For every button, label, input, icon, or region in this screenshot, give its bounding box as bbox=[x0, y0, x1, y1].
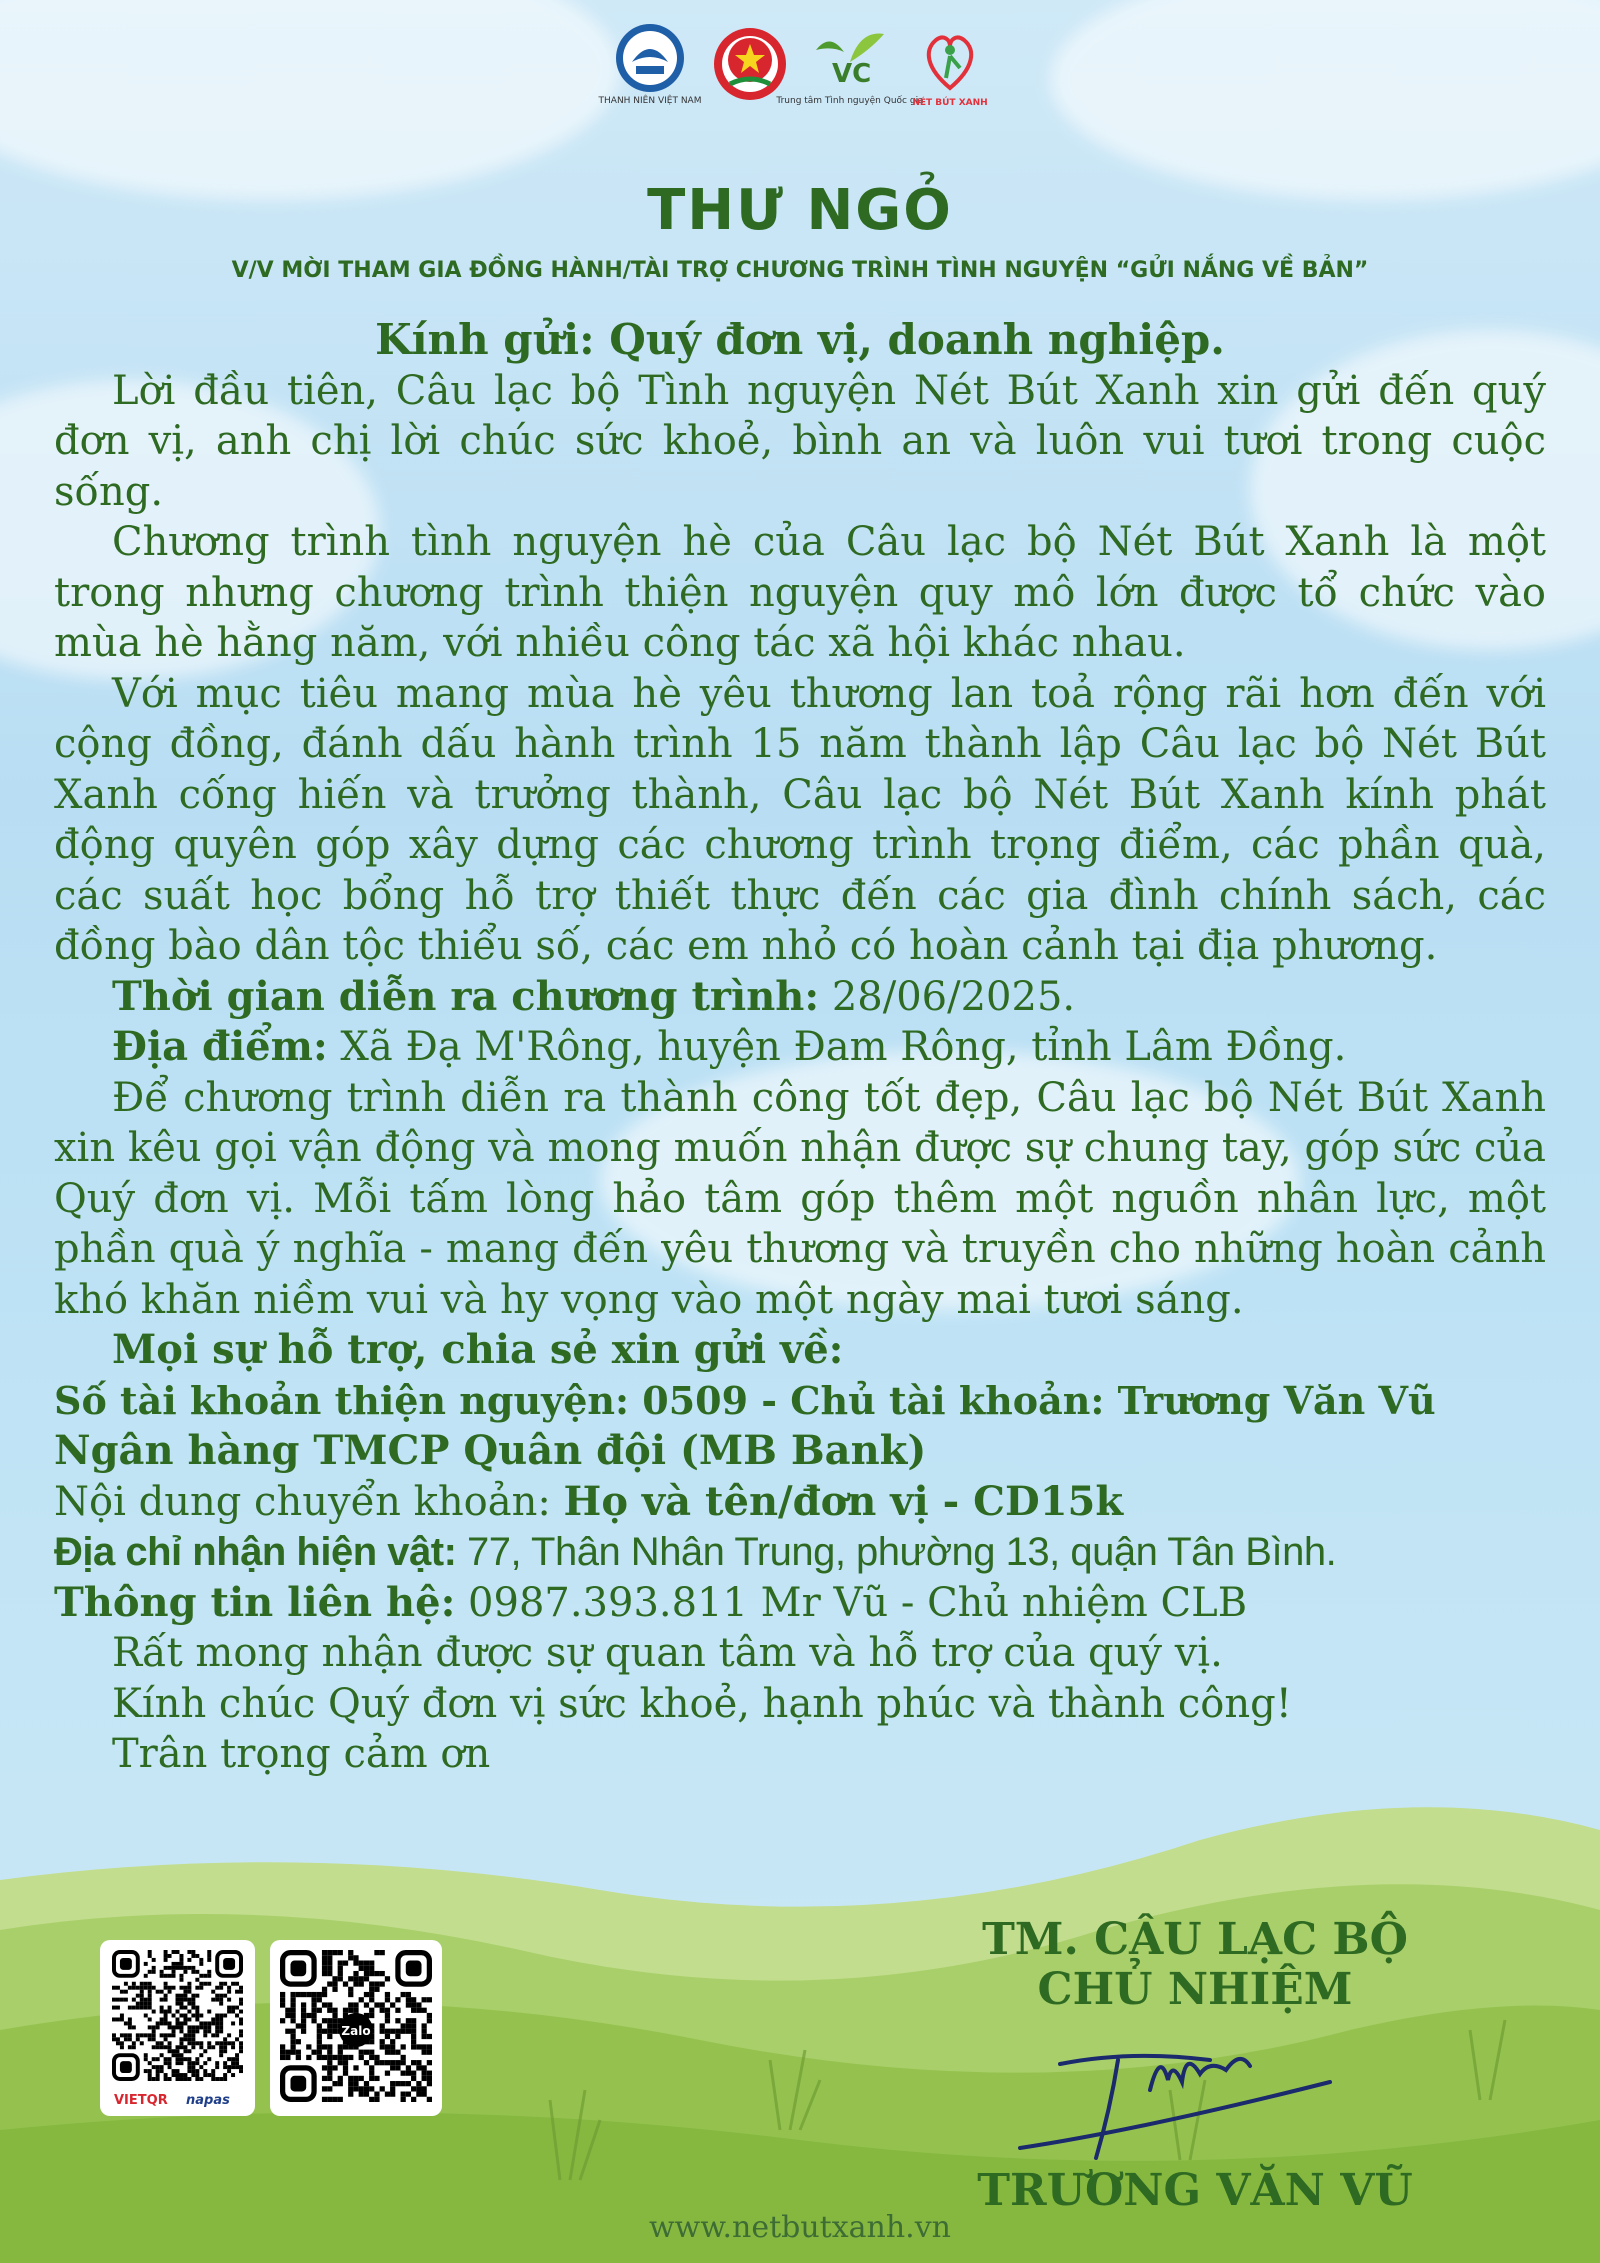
account-line: Số tài khoản thiện nguyện: 0509 - Chủ tài khoản: Trương Văn Vũ bbox=[54, 1377, 1436, 1423]
contact-line bbox=[54, 1578, 1546, 1629]
program-place bbox=[54, 1022, 1546, 1073]
svg-text:VC: VC bbox=[832, 59, 872, 89]
paragraph-intro: Lời đầu tiên, Câu lạc bộ Tình nguyện Nét Bút Xanh xin gửi đến quý đơn vị, anh chị lời chúc sức khoẻ, bình an và luôn vui tươi trong cuộc sống. bbox=[54, 367, 1546, 515]
vietqr-label: VIETQR bbox=[114, 2093, 168, 2108]
salutation: Kính gửi: Quý đơn vị, doanh nghiệp. bbox=[375, 315, 1225, 364]
website-link[interactable]: www.netbutxanh.vn bbox=[649, 2210, 951, 2245]
transfer-line bbox=[54, 1477, 1546, 1528]
letter-body bbox=[54, 315, 1546, 1780]
letter-title: THƯ NGỎ bbox=[647, 178, 953, 243]
transfer-label: Nội dung chuyển khoản: bbox=[54, 1478, 564, 1525]
transfer-value: Họ và tên/đơn vị - CD15k bbox=[563, 1477, 1124, 1525]
zalo-qr-code[interactable] bbox=[270, 1940, 442, 2116]
closing-line-2: Kính chúc Quý đơn vị sức khoẻ, hạnh phúc và thành công! bbox=[112, 1680, 1292, 1727]
address-line bbox=[54, 1527, 1546, 1578]
time-value: 28/06/2025. bbox=[819, 973, 1076, 1020]
vietqr-code[interactable] bbox=[100, 1940, 255, 2116]
address-value: 77, Thân Nhân Trung, phường 13, quận Tân Bình. bbox=[456, 1530, 1337, 1574]
paragraph-call: Để chương trình diễn ra thành công tốt đẹp, Câu lạc bộ Nét Bút Xanh xin kêu gọi vận động và mong muốn nhận được sự chung tay, góp sức của Quý đơn vị. Mỗi tấm lòng hảo tâm góp thêm một nguồn nhân lực, một phần quà ý nghĩa - mang đến yêu thương và truyền cho những hoàn cảnh khó khăn niềm vui và hy vọng vào một ngày mai tươi sáng. bbox=[54, 1074, 1546, 1323]
signer-name: TRƯƠNG VĂN VŨ bbox=[977, 2165, 1413, 2216]
paragraph-program: Chương trình tình nguyện hè của Câu lạc bộ Nét Bút Xanh là một trong nhưng chương trình thiện nguyện quy mô lớn được tổ chức vào mùa hè hằng năm, với nhiều công tác xã hội khác nhau. bbox=[54, 519, 1546, 666]
napas-label: napas bbox=[186, 2093, 230, 2108]
signature-title bbox=[960, 1915, 1430, 2015]
handwritten-signature bbox=[1000, 2030, 1360, 2170]
letter-subtitle: V/V MỜI THAM GIA ĐỒNG HÀNH/TÀI TRỢ CHƯƠNG TRÌNH TÌNH NGUYỆN “GỬI NẮNG VỀ BẢN” bbox=[231, 258, 1369, 283]
vvc-logo: VC Trung tâm Tình nguyện Quốc gia bbox=[812, 22, 888, 114]
contact-label: Thông tin liên hệ: bbox=[54, 1578, 456, 1626]
program-time bbox=[54, 972, 1546, 1023]
address-label: Địa chỉ nhận hiện vật: bbox=[54, 1530, 457, 1574]
signature-org: TM. CÂU LẠC BỘ bbox=[982, 1914, 1408, 1965]
time-label: Thời gian diễn ra chương trình: bbox=[112, 972, 820, 1020]
support-heading: Mọi sự hỗ trợ, chia sẻ xin gửi về: bbox=[112, 1326, 844, 1373]
closing-line-1: Rất mong nhận được sự quan tâm và hỗ trợ của quý vị. bbox=[112, 1630, 1223, 1676]
signature-role: CHỦ NHIỆM bbox=[1037, 1964, 1353, 2015]
closing-line-3: Trân trọng cảm ơn bbox=[112, 1731, 491, 1777]
place-value: Xã Đạ M'Rông, huyện Đam Rông, tỉnh Lâm Đồng. bbox=[327, 1024, 1347, 1070]
logo-row bbox=[0, 22, 1600, 114]
paragraph-goal: Với mục tiêu mang mùa hè yêu thương lan toả rộng rãi hơn đến với cộng đồng, đánh dấu hành trình 15 năm thành lập Câu lạc bộ Nét Bút Xanh cống hiến và trưởng thành, Câu lạc bộ Nét Bút Xanh kính phát động quyên góp xây dựng các chương trình trọng điểm, các phần quà, các suất học bổng hỗ trợ thiết thực đến các gia đình chính sách, các đồng bào dân tộc thiểu số, các em nhỏ có hoàn cảnh tại địa phương. bbox=[54, 670, 1546, 969]
thanh-nien-logo: THANH NIÊN VIỆT NAM bbox=[612, 22, 688, 114]
place-label: Địa điểm: bbox=[112, 1023, 328, 1070]
bank-line: Ngân hàng TMCP Quân đội (MB Bank) bbox=[54, 1427, 927, 1474]
contact-value: 0987.393.811 Mr Vũ - Chủ nhiệm CLB bbox=[455, 1579, 1248, 1626]
zalo-label: Zalo bbox=[341, 2024, 371, 2038]
net-but-xanh-logo: NÉT BÚT XANH bbox=[912, 22, 988, 114]
